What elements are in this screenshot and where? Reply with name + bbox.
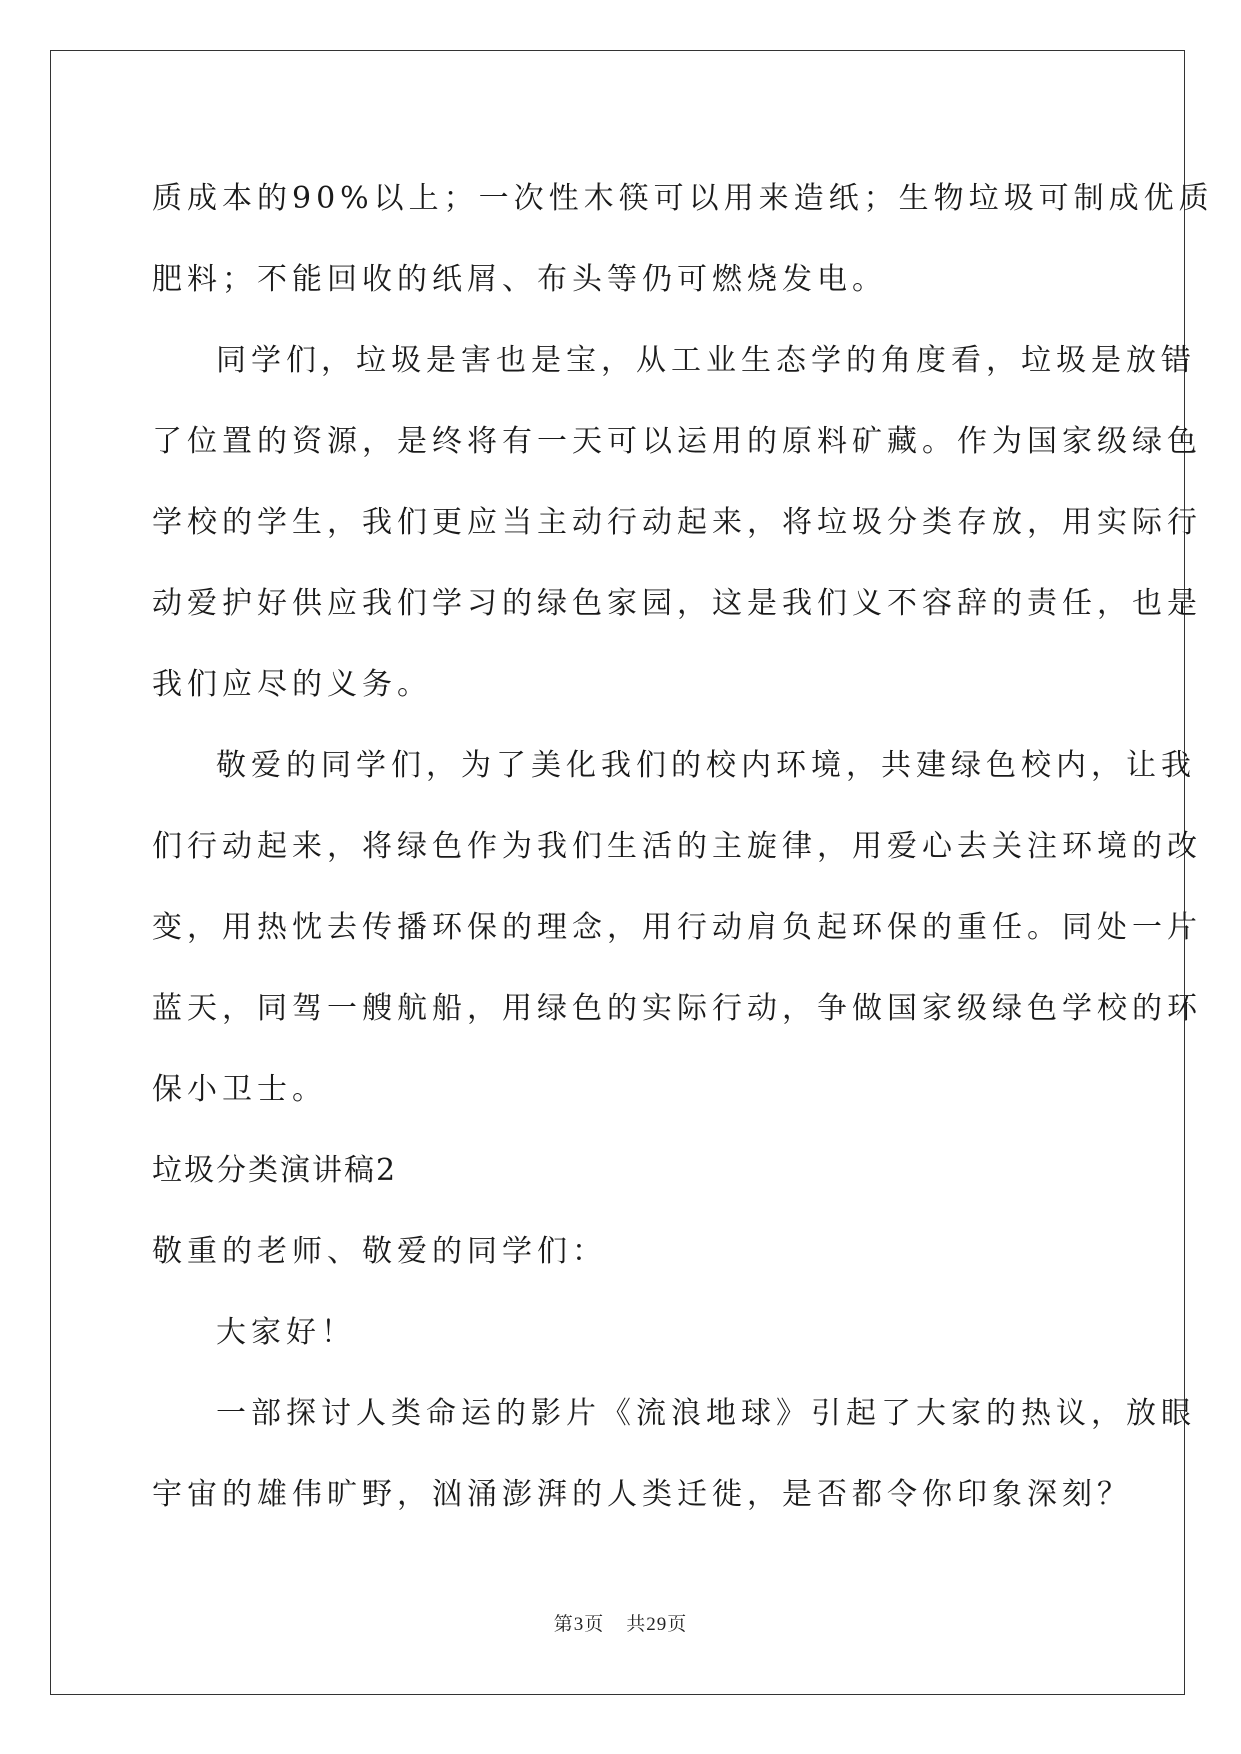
text-line: 了位置的资源，是终将有一天可以运用的原料矿藏。作为国家级绿色 <box>152 424 1202 459</box>
salutation: 敬重的老师、敬爱的同学们： <box>152 1234 607 1269</box>
text-line: 们行动起来，将绿色作为我们生活的主旋律，用爱心去关注环境的改 <box>152 829 1202 864</box>
text-line: 敬爱的同学们，为了美化我们的校内环境，共建绿色校内，让我 <box>216 748 1196 783</box>
text-line: 一部探讨人类命运的影片《流浪地球》引起了大家的热议，放眼 <box>216 1396 1196 1431</box>
page-number-total: 共29页 <box>626 1614 688 1635</box>
text-line: 质成本的90%以上；一次性木筷可以用来造纸；生物垃圾可制成优质 <box>152 181 1214 216</box>
text-line: 宇宙的雄伟旷野，汹涌澎湃的人类迁徙，是否都令你印象深刻？ <box>152 1477 1132 1512</box>
text-line: 变，用热忱去传播环保的理念，用行动肩负起环保的重任。同处一片 <box>152 910 1202 945</box>
page-footer <box>0 1609 1241 1636</box>
text-line: 动爱护好供应我们学习的绿色家园，这是我们义不容辞的责任，也是 <box>152 586 1202 621</box>
greeting: 大家好！ <box>216 1315 356 1350</box>
page-number-current: 第3页 <box>553 1614 605 1635</box>
text-line: 肥料；不能回收的纸屑、布头等仍可燃烧发电。 <box>152 262 887 297</box>
text-line: 蓝天，同驾一艘航船，用绿色的实际行动，争做国家级绿色学校的环 <box>152 991 1202 1026</box>
text-line: 我们应尽的义务。 <box>152 667 432 702</box>
document-body <box>152 158 1214 1535</box>
text-line: 学校的学生，我们更应当主动行动起来，将垃圾分类存放，用实际行 <box>152 505 1202 540</box>
text-line: 同学们，垃圾是害也是宝，从工业生态学的角度看，垃圾是放错 <box>216 343 1196 378</box>
section-title: 垃圾分类演讲稿2 <box>152 1153 398 1188</box>
text-line: 保小卫士。 <box>152 1072 327 1107</box>
